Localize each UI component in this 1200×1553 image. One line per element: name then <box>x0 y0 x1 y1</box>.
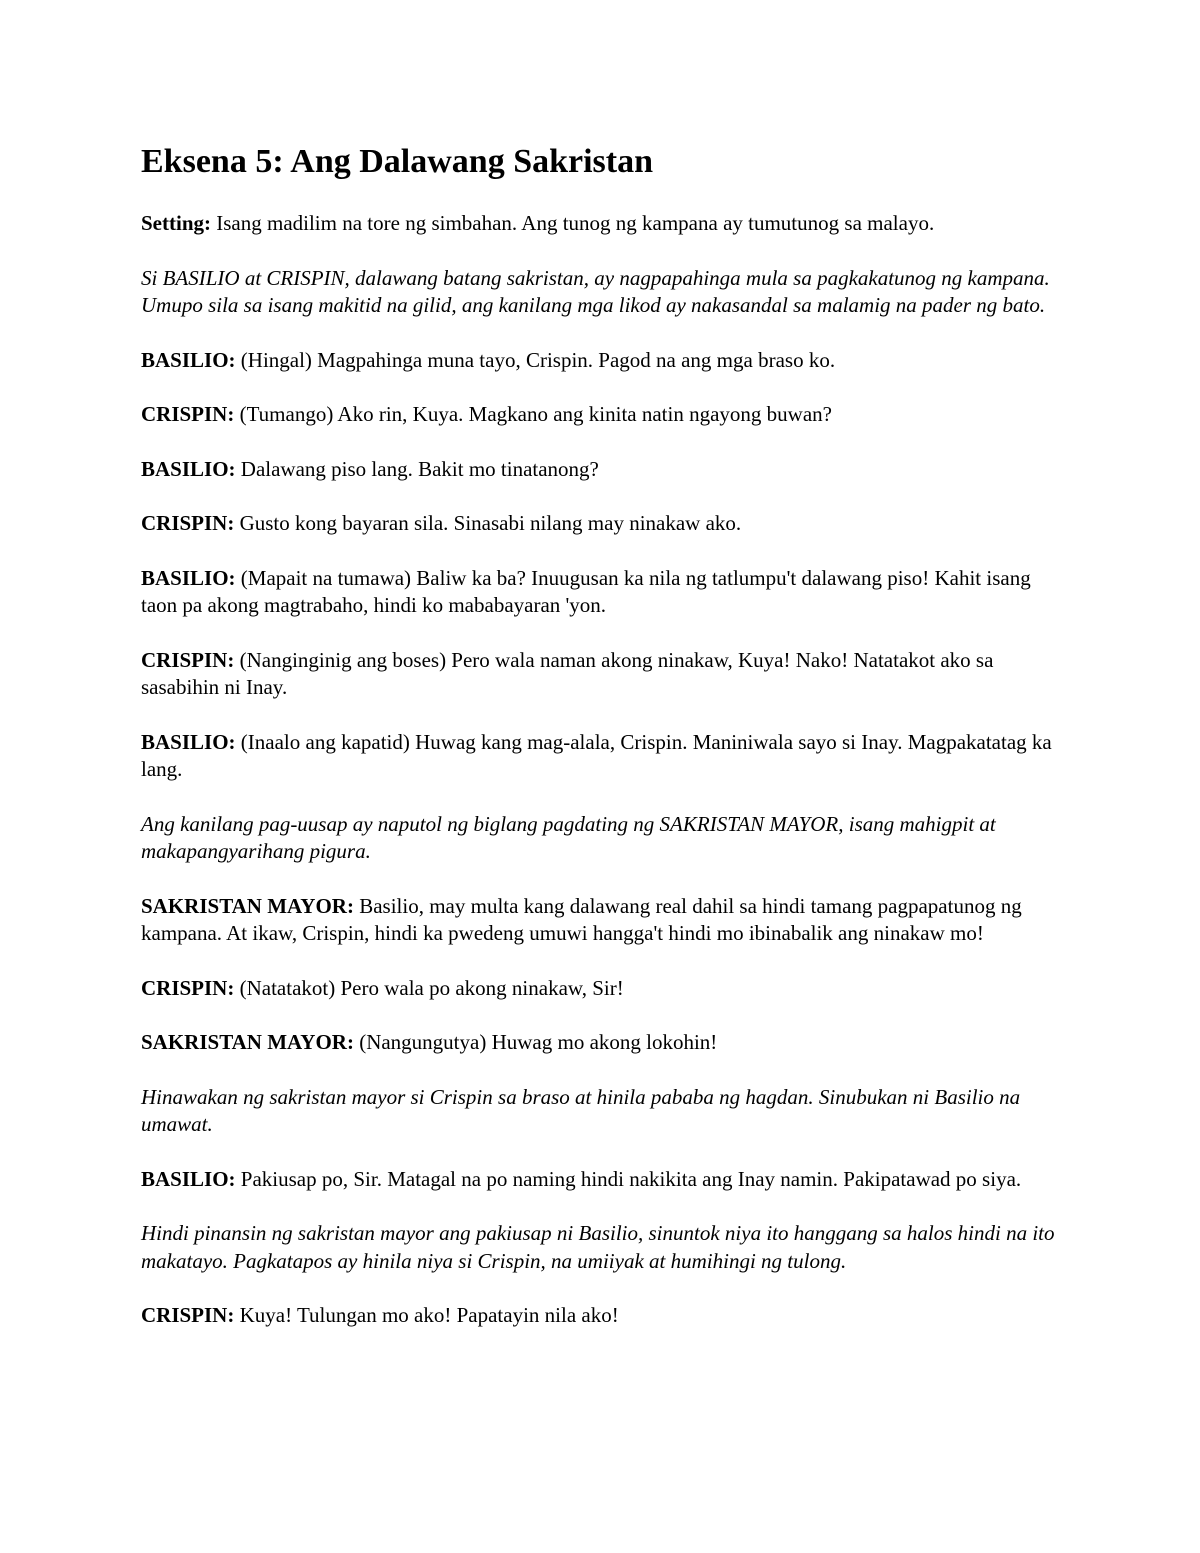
dialogue-line <box>141 565 1061 620</box>
dialogue-line <box>141 647 1061 702</box>
dialogue-line <box>141 975 1061 1003</box>
speaker-name: CRISPIN: <box>141 511 235 535</box>
dialogue-line <box>141 1029 1061 1057</box>
speaker-name: CRISPIN: <box>141 975 235 1000</box>
setting-label: Setting: <box>141 211 211 235</box>
dialogue-text: (Inaalo ang kapatid) Huwag kang mag-alala, Crispin. Maniniwala sayo si Inay. Magpakatatag ka lang. <box>141 729 1052 781</box>
speaker-name: SAKRISTAN MAYOR: <box>141 893 354 918</box>
speaker-name: CRISPIN: <box>141 647 235 672</box>
dialogue-text: (Nangungutya) Huwag mo akong lokohin! <box>359 1030 718 1054</box>
scene-title: Eksena 5: Ang Dalawang Sakristan <box>141 143 654 180</box>
dialogue-line <box>141 729 1061 784</box>
dialogue-text: Pakiusap po, Sir. Matagal na po naming hindi nakikita ang Inay namin. Pakipatawad po siya. <box>240 1166 1022 1191</box>
speaker-name: BASILIO: <box>141 1166 236 1191</box>
speaker-name: CRISPIN: <box>141 1303 235 1327</box>
dialogue-text: (Mapait na tumawa) Baliw ka ba? Inuugusan ka nila ng tatlumpu't dalawang piso! Kahit isang taon pa akong magtrabaho, hindi ko mababayaran 'yon. <box>141 565 1031 617</box>
stage-direction: Hinawakan ng sakristan mayor si Crispin sa braso at hinila pababa ng hagdan. Sinubukan ni Basilio na umawat. <box>141 1084 1021 1136</box>
dialogue-line <box>141 456 1061 484</box>
dialogue-line <box>141 510 1061 538</box>
speaker-name: BASILIO: <box>141 347 236 372</box>
speaker-name: SAKRISTAN MAYOR: <box>141 1030 354 1054</box>
dialogue-line <box>141 893 1061 948</box>
dialogue-line <box>141 347 1061 375</box>
dialogue-text: (Nanginginig ang boses) Pero wala naman akong ninakaw, Kuya! Nako! Natatakot ako sa sasabihin ni Inay. <box>141 647 994 699</box>
dialogue-text: (Tumango) Ako rin, Kuya. Magkano ang kinita natin ngayong buwan? <box>239 402 832 426</box>
dialogue-text: Gusto kong bayaran sila. Sinasabi nilang may ninakaw ako. <box>239 511 742 535</box>
dialogue-text: Dalawang piso lang. Bakit mo tinatanong? <box>240 456 599 481</box>
dialogue-line <box>141 1166 1061 1194</box>
stage-direction: Hindi pinansin ng sakristan mayor ang pakiusap ni Basilio, sinuntok niya ito hanggang sa halos hindi na ito makatayo. Pagkatapos ay hinila niya si Crispin, na umiiyak at humihingi ng tulong. <box>141 1221 1055 1273</box>
speaker-name: BASILIO: <box>141 565 236 590</box>
dialogue-line <box>141 401 1061 429</box>
dialogue-text: Basilio, may multa kang dalawang real dahil sa hindi tamang pagpapatunog ng kampana. At ikaw, Crispin, hindi ka pwedeng umuwi hangga't hindi mo ibinabalik ang ninakaw mo! <box>141 893 1022 945</box>
speaker-name: CRISPIN: <box>141 402 235 426</box>
stage-direction: Si BASILIO at CRISPIN, dalawang batang sakristan, ay nagpapahinga mula sa pagkakatunog ng kampana. Umupo sila sa isang makitid na gilid, ang kanilang mga likod ay nakasandal sa malamig na pader ng bato. <box>141 265 1050 317</box>
speaker-name: BASILIO: <box>141 456 236 481</box>
dialogue-text: (Hingal) Magpahinga muna tayo, Crispin. Pagod na ang mga braso ko. <box>240 347 836 372</box>
document-page <box>141 140 1061 1357</box>
dialogue-text: (Natatakot) Pero wala po akong ninakaw, Sir! <box>239 975 624 1000</box>
stage-direction: Ang kanilang pag-uusap ay naputol ng biglang pagdating ng SAKRISTAN MAYOR, isang mahigpit at makapangyarihang pigura. <box>141 811 996 863</box>
dialogue-line <box>141 1302 1061 1330</box>
speaker-name: BASILIO: <box>141 729 236 754</box>
dialogue-text: Kuya! Tulungan mo ako! Papatayin nila ako! <box>239 1303 619 1327</box>
setting-text: Isang madilim na tore ng simbahan. Ang tunog ng kampana ay tumutunog sa malayo. <box>216 211 935 235</box>
setting-paragraph <box>141 210 1061 238</box>
